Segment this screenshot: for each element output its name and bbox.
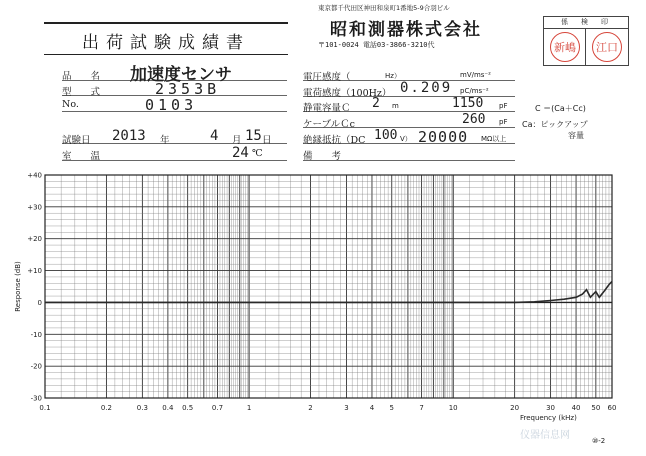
capacitance-formula: C ＝(Ca＋Cc) xyxy=(535,104,586,113)
chart-ticks xyxy=(27,172,616,413)
test-date-year: 2013 xyxy=(112,128,146,144)
stamp-header: 係 検 印 xyxy=(544,17,628,29)
x-tick-label: 40 xyxy=(571,404,581,412)
stamp-divider xyxy=(585,28,586,65)
insulation-voltage-value: 100 xyxy=(374,128,398,143)
x-tick-label: 7 xyxy=(419,404,424,412)
room-temp-value: 24 xyxy=(232,145,249,161)
insulation-voltage-unit: V） xyxy=(400,135,412,143)
month-unit: 月 xyxy=(232,135,242,146)
y-tick-label: -20 xyxy=(30,362,42,371)
x-tick-label: 2 xyxy=(308,404,313,412)
x-tick-label: 10 xyxy=(448,404,458,412)
x-tick-label: 20 xyxy=(510,404,520,412)
x-tick-label: 0.7 xyxy=(211,404,224,412)
page-mark: ⑩-2 xyxy=(592,437,606,445)
capacitance-unit: pF xyxy=(499,102,508,110)
test-date-month: 4 xyxy=(210,128,219,144)
number-value: 0103 xyxy=(145,96,198,114)
company-contact xyxy=(318,40,435,50)
y-tick-label: +40 xyxy=(27,171,42,180)
cable-capacitance-label: ケーブルＣc xyxy=(303,119,355,130)
model-value: 2353B xyxy=(155,80,221,98)
response-curve xyxy=(45,281,612,302)
cable-length-unit: m xyxy=(392,102,399,110)
insulation-label: 絶縁抵抗（DC xyxy=(303,135,366,146)
watermark: 仪器信息网 xyxy=(520,430,570,441)
plot-frame xyxy=(45,175,612,398)
model-label: 型 式 xyxy=(62,87,101,98)
charge-sensitivity-value: 0.209 xyxy=(400,80,453,96)
chart-grid xyxy=(45,175,612,398)
company-address: 東京都千代田区神田和泉町1番地5-9合羽ビル xyxy=(318,4,450,12)
remarks-label: 備 考 xyxy=(303,151,342,162)
insulation-unit: MΩ以上 xyxy=(481,135,507,143)
inspection-stamp-box xyxy=(543,16,629,66)
x-tick-label: 50 xyxy=(591,404,601,412)
room-temp-label: 室 温 xyxy=(62,151,101,162)
x-tick-label: 0.1 xyxy=(39,404,51,412)
product-value: 加速度センサ xyxy=(130,65,232,85)
insulation-value: 20000 xyxy=(418,128,469,146)
x-tick-label: 0.2 xyxy=(100,404,113,412)
inspector-seal-left: 新嶋 xyxy=(550,32,580,62)
cable-length-value: 2 xyxy=(372,96,380,111)
year-unit: 年 xyxy=(160,135,170,146)
y-tick-label: +10 xyxy=(27,267,42,276)
capacitance-value: 1150 xyxy=(452,96,484,111)
charge-sensitivity-label: 電荷感度（100Hz） xyxy=(303,88,392,99)
x-tick-label: 1 xyxy=(246,404,252,412)
ca-note-line1: Ca：ピックアップ xyxy=(522,120,588,129)
x-tick-label: 0.5 xyxy=(182,404,194,412)
x-tick-label: 3 xyxy=(344,404,349,412)
frequency-response-chart xyxy=(0,160,646,430)
document-title: 出荷試験成績書 xyxy=(82,33,250,53)
number-label: No. xyxy=(62,99,79,110)
charge-unit: pC/ms⁻² xyxy=(460,87,489,95)
x-tick-label: 5 xyxy=(389,404,394,412)
voltage-unit: mV/ms⁻² xyxy=(460,71,491,79)
voltage-hz-unit: Hz） xyxy=(385,72,401,80)
capacitance-label: 静電容量Ｃ xyxy=(303,103,351,114)
x-tick-label: 4 xyxy=(369,404,375,412)
day-unit: 日 xyxy=(262,135,272,146)
y-tick-label: +30 xyxy=(27,203,42,212)
voltage-sensitivity-label: 電圧感度（ xyxy=(303,72,351,83)
x-axis-label: Frequency (kHz) xyxy=(520,414,577,422)
x-tick-label: 0.3 xyxy=(136,404,148,412)
room-temp-unit: ℃ xyxy=(252,148,263,159)
x-tick-label: 60 xyxy=(607,404,617,412)
cable-capacitance-value: 260 xyxy=(462,112,486,127)
company-name: 昭和測器株式会社 xyxy=(330,20,482,40)
y-tick-label: 0 xyxy=(37,298,42,307)
company-phone: 電話03-3866-3210代 xyxy=(362,41,435,49)
cable-capacitance-unit: pF xyxy=(499,118,508,126)
y-tick-label: -30 xyxy=(30,394,42,403)
x-tick-label: 30 xyxy=(546,404,556,412)
test-date-day: 15 xyxy=(245,128,262,144)
product-label: 品 名 xyxy=(62,71,101,82)
y-axis-label: Response (dB) xyxy=(14,261,22,312)
title-box xyxy=(44,22,288,55)
test-date-label: 試験日 xyxy=(62,135,91,146)
y-tick-label: -10 xyxy=(30,330,42,339)
x-tick-label: 0.4 xyxy=(162,404,174,412)
y-tick-label: +20 xyxy=(27,235,42,244)
inspector-seal-right: 江口 xyxy=(592,32,622,62)
company-postal: 〒101-0024 xyxy=(318,41,359,49)
ca-note-line2: 容量 xyxy=(568,131,584,140)
